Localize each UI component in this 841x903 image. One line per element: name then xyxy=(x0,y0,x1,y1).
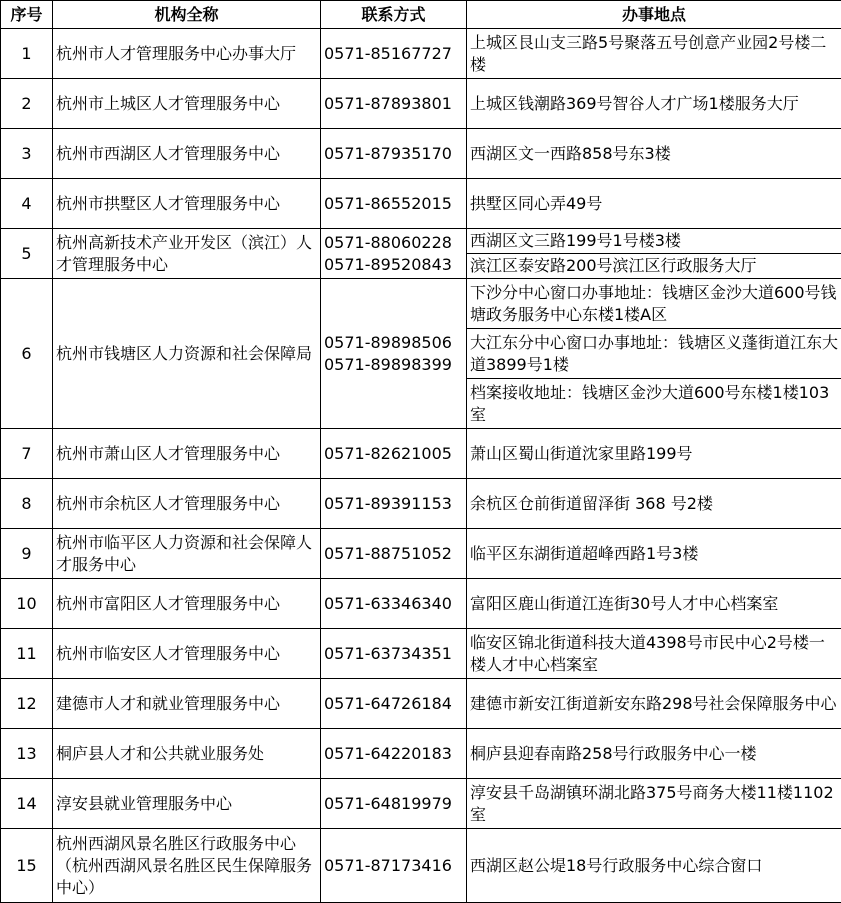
organization-name: 淳安县就业管理服务中心 xyxy=(53,779,321,829)
phone-cell xyxy=(321,29,467,79)
address-cell: 拱墅区同心弄49号 xyxy=(467,179,841,229)
row-index: 2 xyxy=(1,79,53,129)
phone-number: 0571-86552015 xyxy=(324,193,463,215)
phone-cell xyxy=(321,829,467,903)
phone-number: 0571-89391153 xyxy=(324,493,463,515)
organization-name: 杭州市上城区人才管理服务中心 xyxy=(53,79,321,129)
address-cell: 西湖区文一西路858号东3楼 xyxy=(467,129,841,179)
row-index: 5 xyxy=(1,229,53,279)
row-index: 7 xyxy=(1,429,53,479)
phone-number: 0571-64726184 xyxy=(324,693,463,715)
address-cell: 建德市新安江街道新安东路298号社会保障服务中心 xyxy=(467,679,841,729)
phone-number: 0571-89898399 xyxy=(324,354,463,376)
organization-name: 杭州高新技术产业开发区（滨江）人才管理服务中心 xyxy=(53,229,321,279)
address-cell: 淳安县千岛湖镇环湖北路375号商务大楼11楼1102室 xyxy=(467,779,841,829)
phone-cell xyxy=(321,529,467,579)
phone-cell xyxy=(321,579,467,629)
organization-name: 杭州市西湖区人才管理服务中心 xyxy=(53,129,321,179)
address-cell: 西湖区赵公堤18号行政服务中心综合窗口 xyxy=(467,829,841,903)
phone-cell xyxy=(321,229,467,279)
phone-cell xyxy=(321,429,467,479)
phone-number: 0571-88060228 xyxy=(324,232,463,254)
address-cell: 下沙分中心窗口办事地址：钱塘区金沙大道600号钱塘政务服务中心东楼1楼A区 xyxy=(467,279,841,329)
organization-name: 桐庐县人才和公共就业服务处 xyxy=(53,729,321,779)
table-row xyxy=(1,779,841,829)
phone-cell xyxy=(321,279,467,429)
table-row xyxy=(1,679,841,729)
phone-cell xyxy=(321,179,467,229)
table-row xyxy=(1,29,841,79)
address-cell: 富阳区鹿山街道江连街30号人才中心档案室 xyxy=(467,579,841,629)
table-row xyxy=(1,229,841,254)
row-index: 10 xyxy=(1,579,53,629)
header-phone: 联系方式 xyxy=(321,1,467,29)
table-row xyxy=(1,429,841,479)
row-index: 8 xyxy=(1,479,53,529)
address-cell: 临安区锦北街道科技大道4398号市民中心2号楼一楼人才中心档案室 xyxy=(467,629,841,679)
organization-name: 杭州市临安区人才管理服务中心 xyxy=(53,629,321,679)
table-row xyxy=(1,79,841,129)
organization-name: 杭州市拱墅区人才管理服务中心 xyxy=(53,179,321,229)
phone-cell xyxy=(321,79,467,129)
row-index: 11 xyxy=(1,629,53,679)
address-cell: 上城区艮山支三路5号聚落五号创意产业园2号楼二楼 xyxy=(467,29,841,79)
row-index: 14 xyxy=(1,779,53,829)
table-row xyxy=(1,529,841,579)
phone-number: 0571-85167727 xyxy=(324,43,463,65)
header-row xyxy=(1,1,841,29)
phone-number: 0571-64220183 xyxy=(324,743,463,765)
header-organization: 机构全称 xyxy=(53,1,321,29)
phone-cell xyxy=(321,679,467,729)
phone-number: 0571-87893801 xyxy=(324,93,463,115)
row-index: 1 xyxy=(1,29,53,79)
table-row xyxy=(1,179,841,229)
header-address: 办事地点 xyxy=(467,1,841,29)
address-cell: 西湖区文三路199号1号楼3楼 xyxy=(467,229,841,254)
phone-number: 0571-63346340 xyxy=(324,593,463,615)
table-row xyxy=(1,579,841,629)
organization-name: 杭州市萧山区人才管理服务中心 xyxy=(53,429,321,479)
phone-cell xyxy=(321,479,467,529)
phone-number: 0571-87935170 xyxy=(324,143,463,165)
header-index: 序号 xyxy=(1,1,53,29)
row-index: 6 xyxy=(1,279,53,429)
address-cell: 桐庐县迎春南路258号行政服务中心一楼 xyxy=(467,729,841,779)
address-cell: 大江东分中心窗口办事地址：钱塘区义蓬街道江东大道3899号1楼 xyxy=(467,329,841,379)
table-row xyxy=(1,829,841,903)
organization-name: 杭州市钱塘区人力资源和社会保障局 xyxy=(53,279,321,429)
row-index: 9 xyxy=(1,529,53,579)
organization-name: 杭州市临平区人力资源和社会保障人才服务中心 xyxy=(53,529,321,579)
table-row xyxy=(1,279,841,329)
organization-name: 杭州市富阳区人才管理服务中心 xyxy=(53,579,321,629)
organization-name: 建德市人才和就业管理服务中心 xyxy=(53,679,321,729)
row-index: 3 xyxy=(1,129,53,179)
phone-number: 0571-64819979 xyxy=(324,793,463,815)
phone-number: 0571-89520843 xyxy=(324,254,463,276)
phone-number: 0571-88751052 xyxy=(324,543,463,565)
address-cell: 余杭区仓前街道留泽街 368 号2楼 xyxy=(467,479,841,529)
organization-name: 杭州市人才管理服务中心办事大厅 xyxy=(53,29,321,79)
row-index: 15 xyxy=(1,829,53,903)
phone-cell xyxy=(321,729,467,779)
organization-name: 杭州市余杭区人才管理服务中心 xyxy=(53,479,321,529)
table-row xyxy=(1,479,841,529)
address-cell: 上城区钱潮路369号智谷人才广场1楼服务大厅 xyxy=(467,79,841,129)
phone-cell xyxy=(321,629,467,679)
phone-cell xyxy=(321,779,467,829)
phone-cell xyxy=(321,129,467,179)
row-index: 13 xyxy=(1,729,53,779)
address-cell: 萧山区蜀山街道沈家里路199号 xyxy=(467,429,841,479)
phone-number: 0571-82621005 xyxy=(324,443,463,465)
phone-number: 0571-87173416 xyxy=(324,855,463,877)
address-cell: 档案接收地址：钱塘区金沙大道600号东楼1楼103室 xyxy=(467,379,841,429)
organization-name: 杭州西湖风景名胜区行政服务中心（杭州西湖风景名胜区民生保障服务中心） xyxy=(53,829,321,903)
row-index: 4 xyxy=(1,179,53,229)
row-index: 12 xyxy=(1,679,53,729)
phone-number: 0571-63734351 xyxy=(324,643,463,665)
table-row xyxy=(1,729,841,779)
address-cell: 临平区东湖街道超峰西路1号3楼 xyxy=(467,529,841,579)
table-row xyxy=(1,629,841,679)
address-cell: 滨江区泰安路200号滨江区行政服务大厅 xyxy=(467,254,841,279)
phone-number: 0571-89898506 xyxy=(324,332,463,354)
table-row xyxy=(1,129,841,179)
